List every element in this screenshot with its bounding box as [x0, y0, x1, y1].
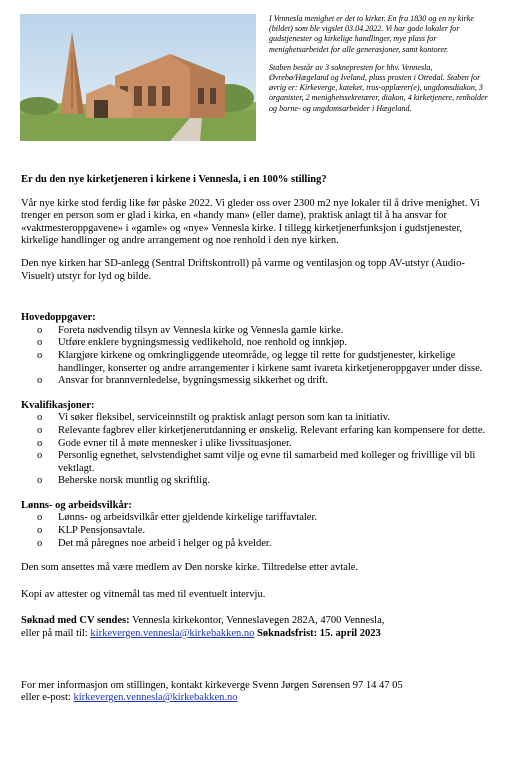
- contact-email-link[interactable]: kirkevergen.vennesla@kirkebakken.no: [73, 692, 238, 704]
- list-item: o Ansvar for brannvernledelse, bygningsmessig sikkerhet og drift.: [21, 375, 489, 388]
- list-item: o Foreta nødvendig tilsyn av Vennesla kirke og Vennesla gamle kirke.: [21, 325, 489, 338]
- application-mail-prefix: eller på mail til:: [21, 628, 91, 640]
- list-item: o Lønns- og arbeidsvilkår etter gjeldende kirkelige tariffavtaler.: [21, 512, 489, 525]
- contact-info: [21, 680, 489, 705]
- duties-heading: Hovedoppgaver:: [21, 312, 96, 324]
- list-item: o Relevante fagbrev eller kirketjenerutdanning er ønskelig. Relevant erfaring kan kompensere for dette.: [21, 425, 489, 438]
- application-label: Søknad med CV sendes:: [21, 615, 130, 627]
- church-photo: [20, 14, 256, 141]
- intro-text: [269, 14, 491, 122]
- job-ad-body: [21, 174, 489, 705]
- headline-question: Er du den nye kirketjeneren i kirkene i Vennesla, i en 100% stilling?: [21, 174, 327, 185]
- intro-paragraph-churches: I Vennesla menighet er det to kirker. En fra 1830 og en ny kirke (bildet) som ble vigslet 03.04.2022. Vi har gode lokaler for gudstjenester og kirkelige handlinger, mye plass for menighetsarbeidet for alle generasjoner, samt kontorer.: [269, 14, 474, 54]
- application-email-link[interactable]: kirkevergen.vennesla@kirkebakken.no: [90, 628, 255, 640]
- contact-text: For mer informasjon om stillingen, kontakt kirkeverge Svenn Jørgen Sørensen 97 14 47 05: [21, 679, 403, 691]
- membership-note: Den som ansettes må være medlem av Den norske kirke. Tiltredelse etter avtale.: [21, 562, 359, 574]
- list-item: o Klargjøre kirkene og omkringliggende uteområde, og legge til rette for gudstjenester, kirkelige handlinger, konserter og andre arrangementer i kirkene samt ivareta kirketjeneroppgaver under disse.: [21, 350, 489, 375]
- intro-paragraph-staff: Staben består av 3 soknepresten for hhv. Vennesla, Øvrebø/Hægeland og Iveland, pluss prosten i Otredal. Staben for øvrig er: Kirkeverge, kateket, tros-opplærer(e), ungdomsdiakon, 3 organister, 2 menighetssekretærer, diakon, 4 kirketjenere, renholder og barne- og ungdomsarbeider i Hægeland.: [269, 62, 488, 113]
- list-item: o Utføre enklere bygningsmessig vedlikehold, noe renhold og innkjøp.: [21, 337, 489, 350]
- description-paragraph: Vår nye kirke stod ferdig like før påske 2022. Vi gleder oss over 2300 m2 nye lokaler til å drive menighet. Vi trenger en person som er glad i kirka, en «handy man» (eller dame), praktisk anlagt til å ha ansvar for «vaktmesteroppgavene» i «gamle» og «nye» Vennesla kirke. I tillegg kirketjenerfunksjon i gudstjenester, kirkelige handlinger og andre arrangement og noe renhold i den nye kirken.: [21, 197, 480, 247]
- list-item: o Personlig egnethet, selvstendighet samt vilje og evne til samarbeid med kolleger og frivillige vil bli vektlagt.: [21, 450, 489, 475]
- list-item: o Vi søker fleksibel, serviceinnstilt og praktisk anlagt person som kan ta initiativ.: [21, 412, 489, 425]
- application-address: Vennesla kirkekontor, Venneslavegen 282A, 4700 Vennesla,: [129, 615, 385, 627]
- terms-list: [21, 512, 489, 550]
- qualifications-heading: Kvalifikasjoner:: [21, 399, 95, 411]
- application-deadline: Søknadsfrist: 15. april 2023: [254, 628, 381, 640]
- church-illustration: [20, 14, 256, 141]
- list-item: o Det må påregnes noe arbeid i helger og på kvelder.: [21, 538, 489, 551]
- terms-heading: Lønns- og arbeidsvilkår:: [21, 499, 132, 511]
- contact-email-prefix: eller e-post:: [21, 692, 74, 704]
- list-item: o Gode evner til å møte mennesker i ulike livssituasjoner.: [21, 438, 489, 451]
- application-info: [21, 615, 489, 640]
- duties-list: [21, 325, 489, 388]
- list-item: o KLP Pensjonsavtale.: [21, 525, 489, 538]
- copies-note: Kopi av attester og vitnemål tas med til eventuelt intervju.: [21, 588, 266, 600]
- qualifications-list: [21, 412, 489, 488]
- equipment-paragraph: Den nye kirken har SD-anlegg (Sentral Driftskontroll) på varme og ventilasjon og topp AV-utstyr (Audio-Visuelt) utstyr for lyd og bilde.: [21, 257, 465, 282]
- list-item: o Beherske norsk muntlig og skriftlig.: [21, 475, 489, 488]
